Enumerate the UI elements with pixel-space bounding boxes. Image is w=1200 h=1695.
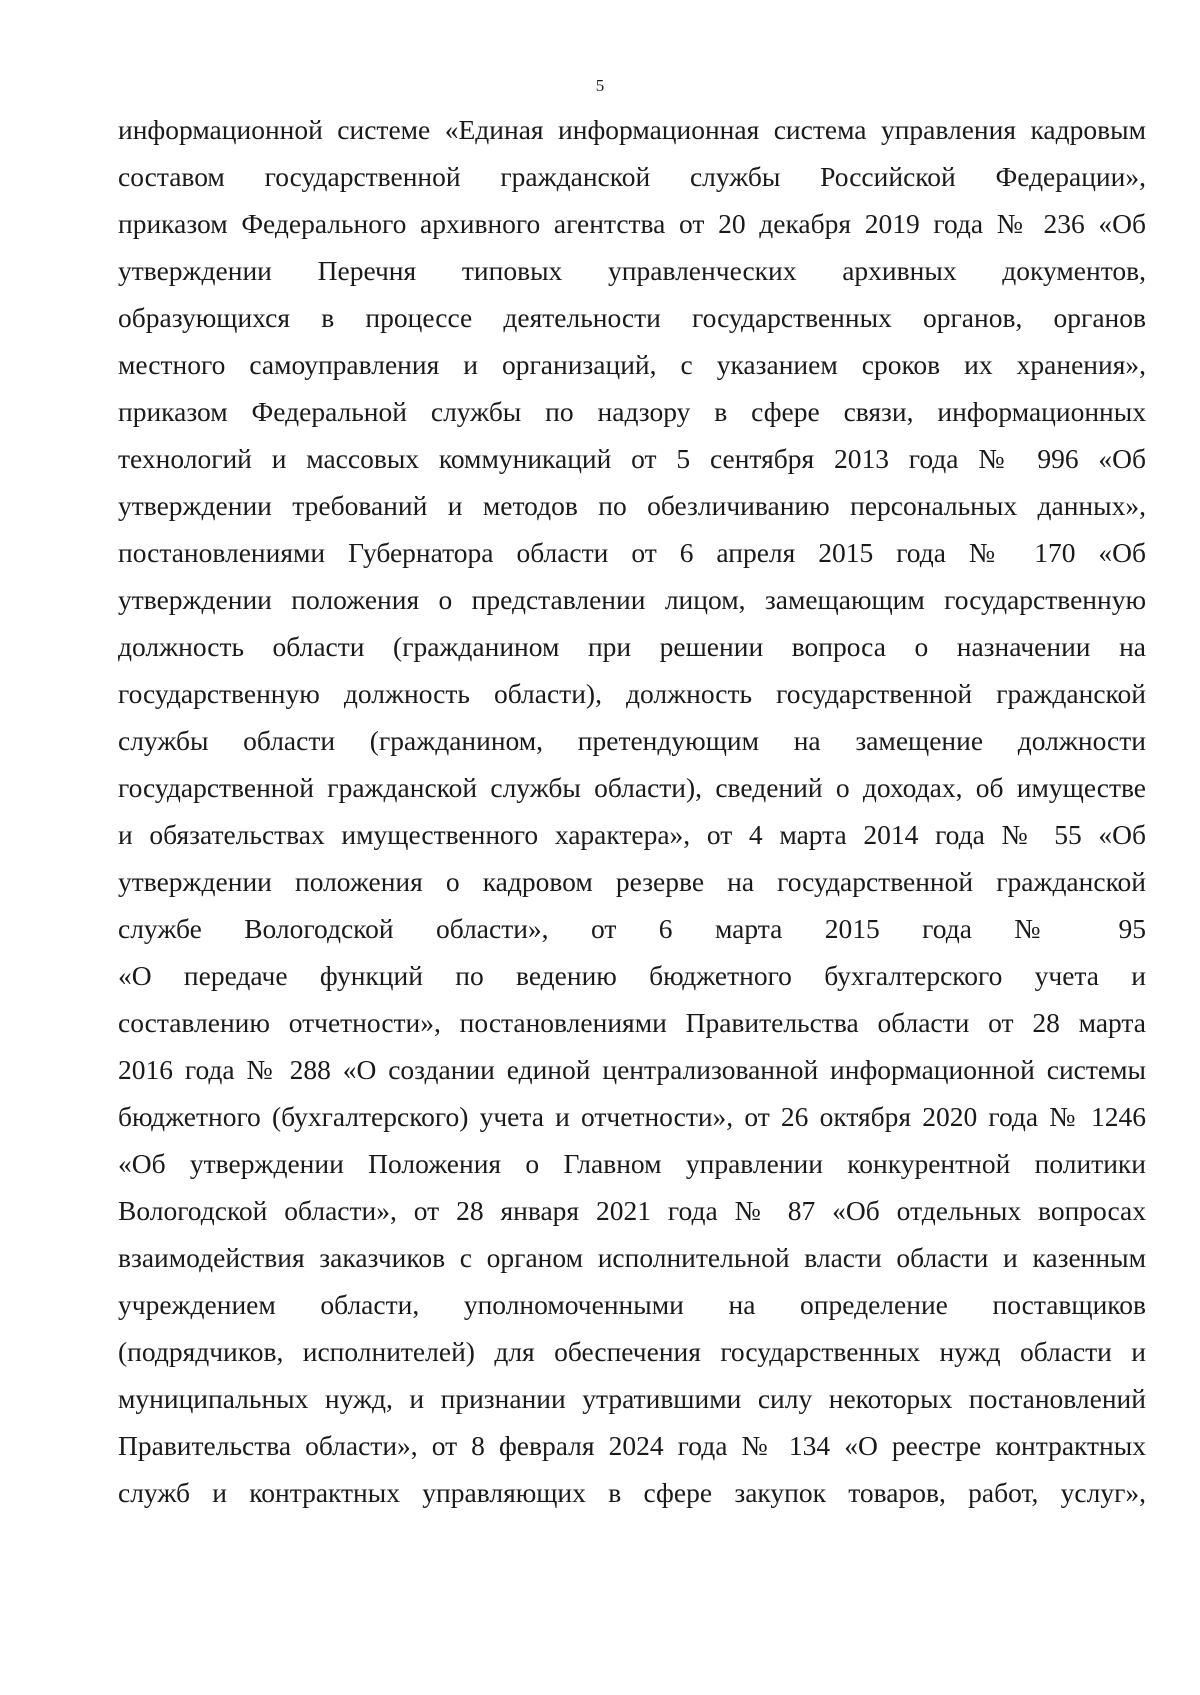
text-line: приказом Федерального архивного агентства от 20 декабря 2019 года № 236 «Об <box>118 208 1146 239</box>
text-line: утверждении Перечня типовых управленческих архивных документов, <box>118 255 1146 286</box>
text-line: постановлениями Губернатора области от 6 апреля 2015 года № 170 «Об <box>118 537 1146 568</box>
text-line: бюджетного (бухгалтерского) учета и отчетности», от 26 октября 2020 года № 1246 <box>118 1101 1146 1132</box>
text-line: должность области (гражданином при решении вопроса о назначении на <box>118 631 1146 662</box>
document-body <box>118 106 1146 1516</box>
text-line: (подрядчиков, исполнителей) для обеспечения государственных нужд области и <box>118 1336 1146 1367</box>
text-line: служб и контрактных управляющих в сфере закупок товаров, работ, услуг», <box>118 1477 1146 1508</box>
text-line: учреждением области, уполномоченными на определение поставщиков <box>118 1289 1146 1320</box>
text-line: службе Вологодской области», от 6 марта 2015 года № 95 <box>118 913 1146 944</box>
text-line: службы области (гражданином, претендующим на замещение должности <box>118 725 1146 756</box>
text-line: Вологодской области», от 28 января 2021 года № 87 «Об отдельных вопросах <box>118 1195 1146 1226</box>
text-line: государственной гражданской службы области), сведений о доходах, об имуществе <box>118 772 1146 803</box>
text-line: утверждении требований и методов по обезличиванию персональных данных», <box>118 490 1146 521</box>
page-number: 5 <box>595 76 605 95</box>
text-line: приказом Федеральной службы по надзору в сфере связи, информационных <box>118 396 1146 427</box>
text-line: 2016 года № 288 «О создании единой централизованной информационной системы <box>118 1054 1146 1085</box>
text-line: образующихся в процессе деятельности государственных органов, органов <box>118 302 1146 333</box>
text-line: «О передаче функций по ведению бюджетного бухгалтерского учета и <box>118 960 1146 991</box>
text-line: «Об утверждении Положения о Главном управлении конкурентной политики <box>118 1148 1146 1179</box>
text-line: утверждении положения о представлении лицом, замещающим государственную <box>118 584 1146 615</box>
text-line: информационной системе «Единая информационная система управления кадровым <box>118 114 1146 145</box>
text-line: технологий и массовых коммуникаций от 5 сентября 2013 года № 996 «Об <box>118 443 1146 474</box>
text-line: составом государственной гражданской службы Российской Федерации», <box>118 161 1146 192</box>
text-line: государственную должность области), должность государственной гражданской <box>118 678 1146 709</box>
text-line: Правительства области», от 8 февраля 2024 года № 134 «О реестре контрактных <box>118 1430 1146 1461</box>
text-line: составлению отчетности», постановлениями Правительства области от 28 марта <box>118 1007 1146 1038</box>
text-line: местного самоуправления и организаций, с указанием сроков их хранения», <box>118 349 1146 380</box>
text-line: взаимодействия заказчиков с органом исполнительной власти области и казенным <box>118 1242 1146 1273</box>
text-line: и обязательствах имущественного характера», от 4 марта 2014 года № 55 «Об <box>118 819 1146 850</box>
text-line: муниципальных нужд, и признании утратившими силу некоторых постановлений <box>118 1383 1146 1414</box>
text-line: утверждении положения о кадровом резерве на государственной гражданской <box>118 866 1146 897</box>
